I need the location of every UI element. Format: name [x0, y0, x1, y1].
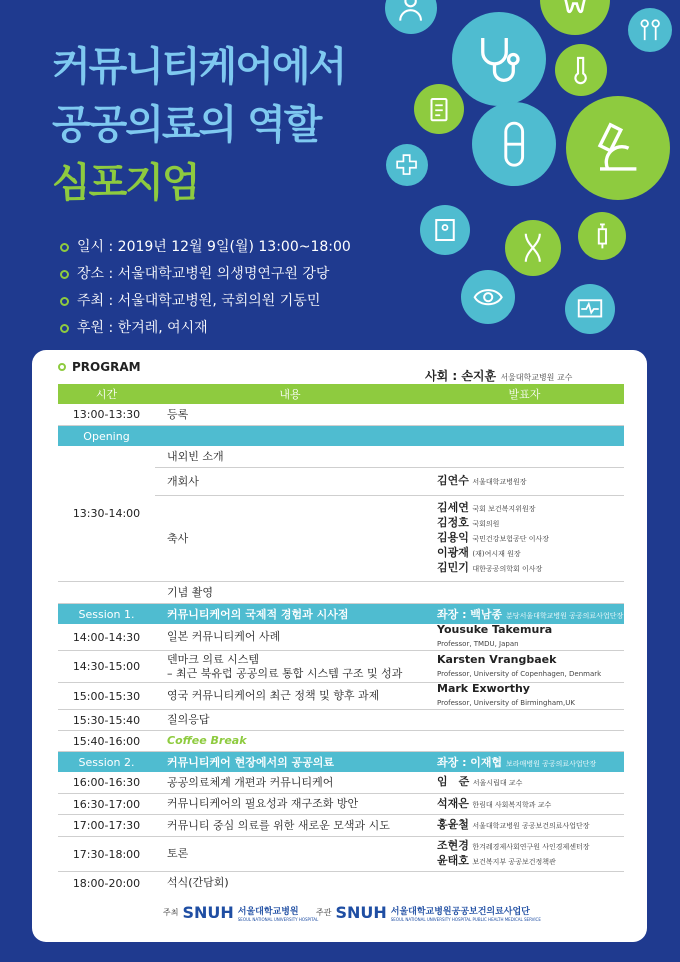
program-label-text: PROGRAM [72, 360, 141, 374]
row-speaker [425, 682, 624, 710]
info-venue [60, 261, 351, 288]
organizer-logo [316, 903, 541, 922]
speaker-aff: Professor, University of Birmingham,UK [437, 699, 575, 707]
moderator-aff: 서울대학교병원 교수 [500, 373, 573, 382]
speaker-aff: Professor, TMDU, Japan [437, 640, 519, 648]
row-content: 커뮤니티케어의 필요성과 재구조화 방안 [167, 797, 359, 810]
row-content: 일본 커뮤니티케어 사례 [167, 630, 281, 643]
cross-icon [386, 144, 428, 186]
row-content: 내외빈 소개 [167, 449, 224, 463]
speaker-aff: 한림대 사회복지학과 교수 [472, 800, 552, 809]
info-date-text: 일시 : 2019년 12월 9일(월) 13:00~18:00 [77, 239, 351, 255]
program-label [58, 360, 141, 374]
info-sponsor-text: 후원 : 한겨레, 여시재 [77, 320, 208, 336]
opening-block [58, 446, 624, 582]
speaker-aff: 서울대학교병원장 [472, 478, 527, 486]
stethoscope-icon [452, 12, 546, 106]
session-chair [425, 606, 624, 622]
snuh-logo: SNUH [182, 903, 234, 922]
speaker-aff: Professor, University of Copenhagen, Denmark [437, 669, 602, 678]
speaker-name: 임 준 [437, 775, 470, 788]
row-speaker [425, 474, 624, 489]
bullet-circle-icon [60, 297, 69, 306]
microscope-icon [566, 96, 670, 200]
row-content: 기념 촬영 [167, 585, 214, 599]
organizer-label: 주관 [316, 908, 332, 917]
speaker-name: 조현경 [437, 839, 469, 852]
chair-name: 좌장 : 이재협 [437, 756, 503, 769]
clipboard-icon [414, 84, 464, 134]
doctor-icon [385, 0, 437, 34]
host-logo [163, 903, 318, 922]
row-content: 등록 [167, 407, 189, 421]
info-date [60, 234, 351, 261]
moderator-name: 사회 : 손지훈 [425, 369, 497, 383]
table-row [58, 404, 624, 426]
tooth-icon [540, 0, 610, 35]
organizer-name-en: SEOUL NATIONAL UNIVERSITY HOSPITAL PUBLIC HEALTH MEDICAL SERVICE [390, 916, 541, 922]
session-chair [425, 754, 624, 770]
table-row [58, 815, 624, 837]
speaker-name: Yousuke Takemura [437, 623, 553, 636]
table-row [155, 496, 624, 582]
pill-icon [472, 102, 556, 186]
row-speaker [425, 501, 624, 576]
info-venue-text: 장소 : 서울대학교병원 의생명연구원 강당 [77, 266, 330, 282]
info-host-text: 주최 : 서울대학교병원, 국회의원 기동민 [77, 293, 321, 309]
row-time: 15:00-15:30 [72, 689, 141, 703]
header-time: 시간 [95, 388, 118, 401]
bullet-circle-icon [60, 270, 69, 279]
table-row [58, 683, 624, 710]
row-content-line-1: 덴마크 의료 시스템 [167, 652, 260, 666]
row-content: 커뮤니티 중심 의료를 위한 새로운 모색과 시도 [167, 818, 390, 832]
title-line-3: 심포지엄 [52, 160, 199, 206]
organizer-name: 서울대학교병원공공보건의료사업단 [390, 906, 530, 917]
table-row [58, 582, 624, 604]
speaker-name: 김연수 [437, 474, 469, 487]
row-time: 18:00-20:00 [72, 876, 141, 890]
speaker-aff: 한겨레경제사회연구원 사인경제센터장 [472, 843, 590, 851]
thermometer-icon [555, 44, 607, 96]
speaker-aff: 서울대학교병원 공공보건의료사업단장 [472, 822, 590, 830]
host-label: 주최 [163, 908, 179, 917]
bullet-circle-icon [60, 243, 69, 252]
row-speaker [425, 839, 624, 869]
table-row [155, 446, 624, 468]
heart-monitor-icon [565, 284, 615, 334]
row-content: 토론 [167, 847, 189, 860]
host-name: 서울대학교병원 [237, 906, 299, 917]
session-label: Session 1. [78, 607, 135, 621]
table-row [58, 794, 624, 815]
speaker-aff: 국회의원 [472, 520, 500, 528]
bullet-circle-icon [58, 363, 66, 371]
table-row [155, 468, 624, 496]
row-speaker [425, 797, 624, 812]
speaker-name: 이광재 [437, 546, 469, 559]
hero-section [0, 0, 680, 350]
opening-label: Opening [83, 429, 130, 443]
table-row [58, 651, 624, 683]
row-speaker [425, 775, 624, 790]
speaker-aff: 국회 보건복지위원장 [472, 505, 536, 513]
speaker-name: Mark Exworthy [437, 682, 530, 695]
row-speaker [425, 653, 624, 681]
speaker-name: 김정호 [437, 516, 469, 529]
dna-icon [505, 220, 561, 276]
speaker-name: 윤태호 [437, 854, 469, 867]
row-speaker [425, 818, 624, 833]
row-time: 13:30-14:00 [58, 446, 155, 582]
row-content: 석식(간담회) [167, 876, 229, 889]
speaker-aff: 대한공공의학회 이사장 [472, 565, 543, 573]
speaker-name: Karsten Vrangbaek [437, 652, 557, 666]
table-row [58, 710, 624, 731]
row-speaker [425, 623, 624, 651]
info-host [60, 288, 351, 315]
header-speaker: 발표자 [508, 388, 541, 401]
opening-band [58, 426, 624, 446]
coffee-break: Coffee Break [167, 734, 247, 747]
row-content: 개회사 [167, 474, 199, 488]
table-header [58, 384, 624, 404]
speaker-name: 홍윤철 [437, 818, 469, 831]
row-content: 질의응답 [167, 713, 210, 726]
speaker-aff: (재)여시재 원장 [472, 550, 521, 558]
chair-aff: 보라매병원 공공의료사업단장 [506, 760, 597, 768]
title-line-2: 공공의료의 역할 [52, 102, 321, 148]
speaker-name: 김세연 [437, 501, 469, 514]
title-line-1: 커뮤니티케어에서 [52, 44, 346, 90]
eye-icon [461, 270, 515, 324]
table-row [58, 772, 624, 794]
syringe-icon [578, 212, 626, 260]
row-time: 14:00-14:30 [72, 630, 141, 644]
speaker-name: 석재은 [437, 796, 469, 810]
event-info [60, 234, 351, 342]
speaker-aff: 보건복지부 공공보건정책관 [472, 858, 556, 866]
header-content: 내용 [279, 388, 301, 401]
session-title: 커뮤니티케어 현장에서의 공공의료 [167, 756, 335, 769]
row-time: 17:30-18:00 [72, 847, 141, 861]
table-row [58, 624, 624, 651]
session-label: Session 2. [78, 755, 135, 769]
chair-name: 좌장 : 백남종 [437, 608, 503, 621]
chair-aff: 분당서울대학교병원 공공의료사업단장 [506, 612, 624, 620]
row-time: 17:00-17:30 [72, 819, 141, 832]
row-time: 16:30-17:00 [72, 797, 141, 811]
speaker-name: 김용익 [437, 531, 469, 544]
program-table [58, 384, 624, 894]
info-sponsor [60, 315, 351, 342]
row-content-line-2: – 최근 북유럽 공공의료 통합 시스템 구조 및 성과 [167, 666, 403, 680]
row-content [155, 653, 425, 681]
row-content: 영국 커뮤니티케어의 최근 정책 및 향후 과제 [167, 689, 380, 702]
scissors-icon [628, 8, 672, 52]
bullet-circle-icon [60, 324, 69, 333]
speaker-name: 김민기 [437, 561, 469, 574]
row-time: 15:30-15:40 [72, 713, 141, 727]
row-content: 공공의료체계 개편과 커뮤니티케어 [167, 775, 334, 789]
row-time: 14:30-15:00 [72, 660, 141, 673]
poster-title [52, 38, 345, 212]
snuh-logo: SNUH [335, 903, 387, 922]
speaker-aff: 국민건강보험공단 이사장 [472, 535, 549, 543]
eye-chart-icon [420, 205, 470, 255]
table-row [58, 837, 624, 872]
table-row [58, 872, 624, 894]
row-time: 13:00-13:30 [72, 408, 141, 421]
session-2-band [58, 752, 624, 772]
host-name-en: SEOUL NATIONAL UNIVERSITY HOSPITAL [237, 916, 319, 922]
row-time: 15:40-16:00 [72, 734, 141, 748]
row-content: 축사 [167, 531, 189, 545]
speaker-aff: 서울시립대 교수 [472, 779, 523, 787]
row-time: 16:00-16:30 [72, 776, 141, 789]
table-row [58, 731, 624, 752]
session-title: 커뮤니티케어의 국제적 경험과 시사점 [167, 608, 349, 621]
session-1-band [58, 604, 624, 624]
moderator [425, 367, 572, 384]
